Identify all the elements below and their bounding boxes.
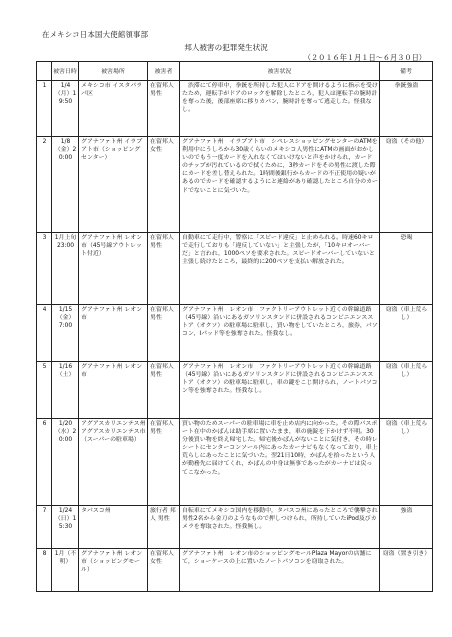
table-header-row bbox=[37, 62, 433, 81]
row-number: 7 bbox=[37, 506, 52, 549]
incident-place: グアナファト州 レオン市（ショッピングモール） bbox=[79, 549, 148, 592]
row-number: 3 bbox=[37, 233, 52, 305]
table-row bbox=[37, 549, 433, 592]
table-row bbox=[37, 506, 433, 549]
incident-date: 1月（不明） bbox=[52, 549, 79, 592]
row-number: 8 bbox=[37, 549, 52, 592]
incident-details: 渋滞にて停車中，拳銃を所持した犯人にドアを開けるように指示を受けたため，運転手がドアのロックを解除したところ，犯人は運転手の腕時計を奪った後，後部座席に移りカバン，腕時計を奪って逃走した。怪我なし。 bbox=[180, 81, 380, 137]
incident-date: 1/16（土） bbox=[52, 362, 79, 419]
row-number: 1 bbox=[37, 81, 52, 137]
incident-category: 窃盗（置き引き） bbox=[380, 549, 433, 592]
table-row bbox=[37, 419, 433, 506]
incident-date: 1/8（金）20:00 bbox=[52, 137, 79, 233]
incident-category: 拳銃強盗 bbox=[380, 81, 433, 137]
victim-type: 旅行者 邦人 男性 bbox=[148, 506, 180, 549]
document-title: 邦人被害の犯罪発生状況 bbox=[184, 43, 268, 52]
column-header-date: 被害日時 bbox=[52, 62, 79, 81]
incident-place: グアナファト州 レオン市（45号線アウトレット付近） bbox=[79, 233, 148, 305]
table-row bbox=[37, 305, 433, 362]
row-number: 5 bbox=[37, 362, 52, 419]
incident-date: 1/24（日）15:30 bbox=[52, 506, 79, 549]
incident-date: 1月上旬 23:00 bbox=[52, 233, 79, 305]
incident-place: グアナファト州 イラプアト市（ショッピングセンター） bbox=[79, 137, 148, 233]
reporting-period: （２０１６年１月１日～６月３０日） bbox=[303, 53, 426, 62]
incident-date: 1/15（金）7:00 bbox=[52, 305, 79, 362]
column-header-details: 被害状況 bbox=[180, 62, 380, 81]
incident-details: グアナファト州 イラプアト市 シペレスショッピングセンターのATMを利用中にうしろから30歳くらいのメキシコ人男性にATMの画面がおかしいのでもう一度カードを入れなくてはいけないと声をかけられ，カードのチップが汚れているので拭くために，3秒カードをその男性に渡した際にカードを差し替えられた。1時間後銀行からカードの不正使用の疑いがあるのでカードを確認するようにと連絡があり確認したところ自分のカードでないことに気づいた。 bbox=[180, 137, 380, 233]
incident-category: 窃盗（車上荒らし） bbox=[380, 305, 433, 362]
incident-details: グアナファト州 レオン市のショッピングモールPlaza Mayorの店舗にて，ショーケースの上に置いたノートパソコンを窃取された。 bbox=[180, 549, 380, 592]
incident-place: アグアスカリエンテス州 アグアスカリエンテス市（スーパーの駐車場） bbox=[79, 419, 148, 506]
incident-category: 窃盗（車上荒らし） bbox=[380, 419, 433, 506]
table-row bbox=[37, 137, 433, 233]
incident-category: 強盗 bbox=[380, 506, 433, 549]
incident-date: 1/20（水）20:00 bbox=[52, 419, 79, 506]
organization-name: 在メキシコ日本国大使館領事部 bbox=[42, 30, 149, 39]
incident-details: 自転車にてメキシコ国内を移動中，タバスコ州にあったところで襲撃され男性2名から金刀のようなもので押しつけられ，所持していたiPod及びカメラを奪取された。怪我無し。 bbox=[180, 506, 380, 549]
incident-details: グアナファト州 レオン市 ファクトリーアウトレット近くの幹線道路（45号線）沿いにあるガソリンスタンドに併設されるコンビニエンスストア（オクソ）の駐車場に駐車し，買い物をしていたところ，旅券，パソコン，Iパッド等を強奪された。怪我なし。 bbox=[180, 305, 380, 362]
victim-type: 在留邦人 男性 bbox=[148, 233, 180, 305]
incident-details: グアナファト州 レオン市 ファクトリーアウトレット近くの幹線道路（45号線）沿いにあるガソリンスタンドに併設されるコンビニエンスストア（オクソ）の駐車場に駐車し，車の鍵をこじ開けられ，ノートパソコン等を強奪された。怪我なし。 bbox=[180, 362, 380, 419]
table-row bbox=[37, 362, 433, 419]
column-header-victim: 被害者 bbox=[148, 62, 180, 81]
table-row bbox=[37, 233, 433, 305]
incident-details: 買い物のためスーパーの駐車場に車を止め店内に向かった。その際パスポート在中のかばんは助手席に置いたまま，車の施錠を下かけず不明。30分後買い物を終え帰宅した。帰宅後かばんがないことに気付き，その時レシートにセンターコンソール内にあったカーナビもなくなっており，車上荒らしにあったことに気づいた。翌21日10時，かばんを拾ったという人が勤務先に届けてくれ，かばんの中身は無事であったがカーナビは戻ってこなかった。 bbox=[180, 419, 380, 506]
row-number: 2 bbox=[37, 137, 52, 233]
incident-category: 恐喝 bbox=[380, 233, 433, 305]
victim-type: 在留邦人 男性 bbox=[148, 419, 180, 506]
incident-category: 窃盗（その他） bbox=[380, 137, 433, 233]
row-number: 4 bbox=[37, 305, 52, 362]
incident-category: 窃盗（車上荒らし） bbox=[380, 362, 433, 419]
victim-type: 在留邦人 男性 bbox=[148, 362, 180, 419]
column-header-place: 被害場所 bbox=[79, 62, 148, 81]
row-number: 6 bbox=[37, 419, 52, 506]
crime-cases-table bbox=[36, 61, 433, 592]
victim-type: 在留邦人 男性 bbox=[148, 305, 180, 362]
victim-type: 在留邦人 女性 bbox=[148, 137, 180, 233]
incident-place: メキシコ市 イスタパラパ区 bbox=[79, 81, 148, 137]
incident-place: グアナファト州 レオン市 bbox=[79, 305, 148, 362]
victim-type: 在留邦人 女性 bbox=[148, 549, 180, 592]
column-header-remarks: 備考 bbox=[380, 62, 433, 81]
incident-date: 1/4（月）19:50 bbox=[52, 81, 79, 137]
column-header-number bbox=[37, 62, 52, 81]
incident-place: タバスコ州 bbox=[79, 506, 148, 549]
incident-place: グアナファト州 レオン市 bbox=[79, 362, 148, 419]
incident-details: 自動車にて走行中，警察に「スピード違反」と止められる。時速60キロで走行しておりも「違反していない」と主張したが，「10キロオーバーだ」と言われ，1000ペソを要求された。スピードオーバーしていないと主張し続けたところ，最終的に200ペソを支払い解放された。 bbox=[180, 233, 380, 305]
victim-type: 在留邦人 男性 bbox=[148, 81, 180, 137]
table-row bbox=[37, 81, 433, 137]
